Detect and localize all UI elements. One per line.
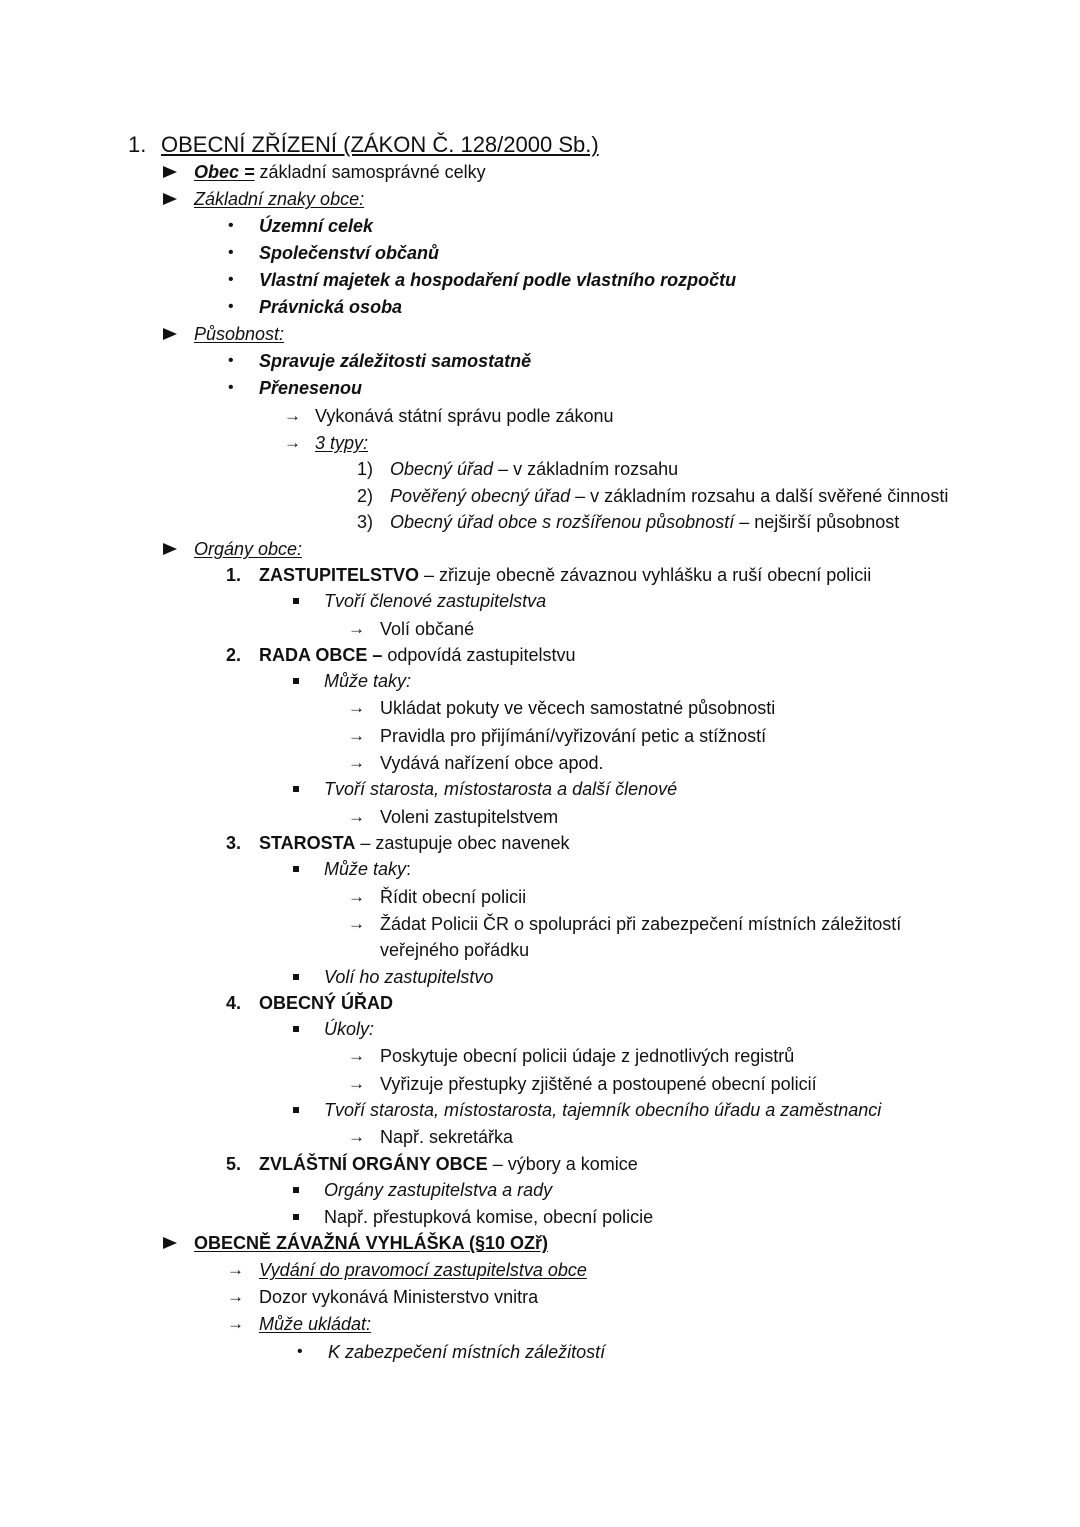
type-desc: – nejširší působnost (734, 512, 900, 532)
organ-arrow-item: Řídit obecní policii (380, 887, 527, 907)
vyhlaska-arrow-item: Může ukládat: (259, 1314, 372, 1334)
organ-starosta (259, 832, 569, 854)
organ-rada-obce (259, 644, 575, 666)
type-name: Obecný úřad obce s rozšířenou působností (390, 512, 735, 532)
page-title: OBECNÍ ZŘÍZENÍ (ZÁKON Č. 128/2000 Sb.) (161, 132, 599, 157)
vyhlaska-arrow-item: Dozor vykonává Ministerstvo vnitra (259, 1287, 539, 1307)
organ-sub-item: Úkoly: (324, 1019, 375, 1039)
arrowhead-bullet-icon (163, 1232, 181, 1254)
type-item (390, 458, 678, 480)
organ-number: 5. (226, 1154, 242, 1174)
arrow-right-icon: → (348, 1127, 365, 1146)
organ-name: RADA OBCE – (259, 645, 383, 665)
arrow-right-icon: → (284, 406, 301, 425)
vyhlaska-bullet-item: K zabezpečení místních záležitostí (328, 1342, 606, 1362)
type-number: 3) (357, 512, 374, 532)
square-bullet-icon (291, 966, 301, 988)
square-bullet-icon (291, 590, 301, 612)
organ-sub-item: Může taky: (324, 671, 412, 691)
organ-sub-item: Tvoří starosta, místostarosta a další členové (324, 779, 678, 799)
type-desc: – v základním rozsahu a další svěřené činnosti (570, 486, 949, 506)
bullet-icon: • (297, 1343, 303, 1360)
arrowhead-bullet-icon (163, 538, 181, 560)
square-bullet-icon (291, 858, 301, 880)
organ-name: ZVLÁŠTNÍ ORGÁNY OBCE (259, 1154, 488, 1174)
organ-arrow-item: Voleni zastupitelstvem (380, 807, 559, 827)
square-bullet-icon (291, 778, 301, 800)
znaky-heading: Základní znaky obce: (194, 189, 365, 209)
pusobnost-heading: Působnost: (194, 324, 285, 344)
organ-sub-item: Tvoří členové zastupitelstva (324, 591, 547, 611)
organ-desc: – výbory a komice (487, 1154, 638, 1174)
organ-arrow-item: Žádat Policii ČR o spolupráci při zabezpečení místních záležitostí (380, 914, 902, 934)
znak-item: Vlastní majetek a hospodaření podle vlastního rozpočtu (259, 270, 737, 290)
type-item (390, 511, 899, 533)
organ-sub-text: Může taky (324, 859, 407, 879)
obec-term: Obec = (194, 162, 255, 182)
organ-zastupitelstvo (259, 564, 871, 586)
arrow-right-icon: → (284, 433, 301, 452)
organ-obecny-urad: OBECNÝ ÚŘAD (259, 993, 394, 1013)
bullet-icon: • (228, 379, 234, 396)
organ-arrow-item: Pravidla pro přijímání/vyřizování petic a stížností (380, 726, 767, 746)
pusobnost-item: Spravuje záležitosti samostatně (259, 351, 532, 371)
prenesena-types-heading: 3 typy: (315, 433, 369, 453)
arrow-right-icon: → (348, 1046, 365, 1065)
vyhlaska-heading: OBECNĚ ZÁVAŽNÁ VYHLÁŠKA (§10 OZř) (194, 1233, 549, 1253)
organ-arrow-item: Vyřizuje přestupky zjištěné a postoupené obecní policií (380, 1074, 817, 1094)
type-name: Obecný úřad (390, 459, 494, 479)
organ-name: STAROSTA (259, 833, 356, 853)
organ-arrow-item: Vydává nařízení obce apod. (380, 753, 604, 773)
organy-heading: Orgány obce: (194, 539, 303, 559)
organ-arrow-item: Volí občané (380, 619, 475, 639)
arrowhead-bullet-icon (163, 188, 181, 210)
bullet-icon: • (228, 352, 234, 369)
bullet-icon: • (228, 244, 234, 261)
arrow-right-icon: → (348, 698, 365, 717)
organ-name: ZASTUPITELSTVO (259, 565, 420, 585)
organ-arrow-item-continued: veřejného pořádku (380, 940, 530, 960)
organ-number: 4. (226, 993, 242, 1013)
organ-arrow-item: Poskytuje obecní policii údaje z jednotlivých registrů (380, 1046, 795, 1066)
organ-number: 2. (226, 645, 242, 665)
arrow-right-icon: → (348, 914, 365, 933)
arrowhead-bullet-icon (163, 161, 181, 183)
vyhlaska-arrow-item: Vydání do pravomocí zastupitelstva obce (259, 1260, 587, 1280)
arrow-right-icon: → (348, 619, 365, 638)
square-bullet-icon (291, 1099, 301, 1121)
square-bullet-icon (291, 1206, 301, 1228)
type-number: 2) (357, 486, 374, 506)
type-number: 1) (357, 459, 374, 479)
organ-arrow-item: Např. sekretářka (380, 1127, 514, 1147)
section-number: 1. (128, 132, 147, 157)
znak-item: Územní celek (259, 216, 374, 236)
organ-zvlastni-organy (259, 1153, 638, 1175)
organ-number: 1. (226, 565, 242, 585)
organ-desc: – zřizuje obecně závaznou vyhlášku a ruší obecní policii (419, 565, 872, 585)
arrow-right-icon: → (348, 753, 365, 772)
prenesena-arrow-item: Vykonává státní správu podle zákonu (315, 406, 614, 426)
arrow-right-icon: → (348, 807, 365, 826)
arrowhead-bullet-icon (163, 323, 181, 345)
bullet-icon: • (228, 217, 234, 234)
pusobnost-item: Přenesenou (259, 378, 363, 398)
type-name: Pověřený obecný úřad (390, 486, 571, 506)
bullet-icon: • (228, 298, 234, 315)
arrow-right-icon: → (348, 726, 365, 745)
obec-definition-text: základní samosprávné celky (254, 162, 486, 182)
square-bullet-icon (291, 670, 301, 692)
arrow-right-icon: → (227, 1260, 244, 1279)
organ-sub-colon: : (406, 859, 412, 879)
type-desc: – v základním rozsahu (493, 459, 679, 479)
organ-sub-item: Volí ho zastupitelstvo (324, 967, 494, 987)
organ-sub-item: Orgány zastupitelstva a rady (324, 1180, 553, 1200)
bullet-icon: • (228, 271, 234, 288)
arrow-right-icon: → (348, 1074, 365, 1093)
organ-sub-item (324, 858, 411, 880)
znak-item: Společenství občanů (259, 243, 440, 263)
znak-item: Právnická osoba (259, 297, 403, 317)
organ-sub-item: Tvoří starosta, místostarosta, tajemník obecního úřadu a zaměstnanci (324, 1100, 882, 1120)
arrow-right-icon: → (227, 1314, 244, 1333)
organ-desc: – zastupuje obec navenek (355, 833, 570, 853)
organ-sub-item: Např. přestupková komise, obecní policie (324, 1207, 654, 1227)
type-item (390, 485, 948, 507)
square-bullet-icon (291, 1018, 301, 1040)
square-bullet-icon (291, 1179, 301, 1201)
arrow-right-icon: → (348, 887, 365, 906)
organ-number: 3. (226, 833, 242, 853)
obec-definition (194, 161, 486, 183)
arrow-right-icon: → (227, 1287, 244, 1306)
organ-desc: odpovídá zastupitelstvu (382, 645, 576, 665)
organ-arrow-item: Ukládat pokuty ve věcech samostatné působnosti (380, 698, 776, 718)
